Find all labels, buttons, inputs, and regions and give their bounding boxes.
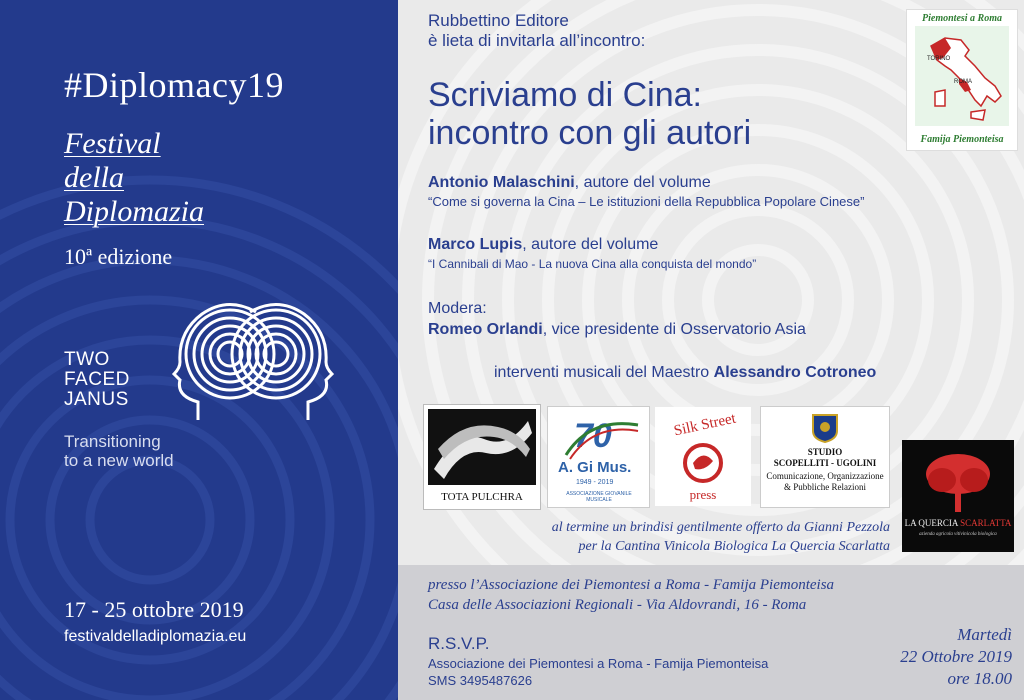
quercia-name-a: LA QUERCIA [904,518,961,528]
transition-line-2: to a new world [64,451,174,470]
red-oak-tree-icon [922,450,994,514]
transition-text [64,432,174,470]
two-faces-logo-icon [168,292,338,442]
tota-pulchra-logo [423,404,541,510]
agimus-logo [547,406,650,508]
venue-line-2: Casa delle Associazioni Regionali - Via Aldovrandi, 16 - Roma [428,597,807,613]
event-title [428,76,751,152]
quercia-subtitle: azienda agricola vitivinicola biologica [919,532,997,537]
festival-name [64,127,204,229]
rsvp-details [428,655,768,689]
rsvp-organization: Associazione dei Piemontesi a Roma - Famija Piemonteisa [428,656,769,671]
studio-name [761,447,889,469]
silk-street-name: Silk Street [672,410,738,440]
event-title-line-1: Scriviamo di Cina: [428,76,702,114]
event-date-text: 22 Ottobre 2019 [900,647,1012,666]
author-1-book: “Come si governa la Cina – Le istituzioni della Repubblica Popolare Cinese” [428,194,865,209]
dragon-icon [681,441,725,485]
agimus-number: 70 [574,417,612,455]
brindisi-note [470,518,890,556]
brindisi-line-2: per la Cantina Vinicola Biologica La Quercia Scarlatta [578,539,890,554]
studio-logo [760,406,890,508]
moderator-section [428,298,806,340]
studio-line-2: SCOPELLITI - UGOLINI [773,458,877,468]
agimus-subtitle: ASSOCIAZIONE GIOVANILE MUSICALE [566,491,632,503]
brindisi-line-1: al termine un brindisi gentilmente offerto da Gianni Pezzola [551,520,890,535]
author-2-role: , autore del volume [522,236,659,253]
silk-street-press: press [689,487,717,502]
rsvp-sms: SMS 3495487626 [428,673,533,688]
quercia-name [902,518,1014,528]
invite-header [428,11,645,51]
venue-address [428,575,834,615]
agimus-years: 1949 - 2019 [576,479,614,486]
agimus-name: A. Gi Mus. [558,459,632,476]
festival-line-2: della [64,161,124,194]
author-1-name: Antonio Malaschini [428,174,575,191]
studio-line-4: & Pubbliche Relazioni [784,482,866,492]
rsvp-label: R.S.V.P. [428,634,490,653]
hands-artwork-icon [428,409,536,485]
janus-line-3: JANUS [64,389,129,410]
quercia-scarlatta-logo [902,440,1014,552]
silk-street-logo [655,407,751,506]
transition-line-1: Transitioning [64,432,161,451]
janus-line-1: TWO [64,349,110,370]
event-title-line-2: incontro con gli autori [428,114,752,152]
italy-map-icon [915,26,1009,126]
music-prefix: interventi musicali del Maestro [494,364,714,381]
venue-line-1: presso l’Associazione dei Piemontesi a Roma - Famija Piemonteisa [428,577,835,593]
author-2-book: “I Cannibali di Mao - La nuova Cina alla conquista del mondo” [428,257,757,271]
map-label-torino: TORINO [927,56,951,62]
publisher-name: Rubbettino Editore [428,11,569,30]
moderator-name: Romeo Orlandi [428,321,543,338]
festival-line-3: Diplomazia [64,195,205,228]
festival-line-1: Festival [64,127,161,160]
hashtag-title: #Diplomacy19 [64,65,284,105]
studio-tagline [761,471,889,493]
quercia-name-b: SCARLATTA [960,518,1012,528]
janus-line-2: FACED [64,369,130,390]
agimus-swoosh-icon [560,415,640,461]
map-label-roma: ROMA [954,79,972,85]
invite-line: è lieta di invitarla all’incontro: [428,31,646,50]
music-line [494,364,876,382]
studio-line-1: STUDIO [807,447,843,457]
event-date [840,624,1012,690]
event-day: Martedì [957,625,1012,644]
piemontesi-logo-bottom: Famija Piemonteisa [920,134,1004,145]
janus-text [64,350,130,410]
edition-label: 10ª edizione [64,244,173,269]
festival-panel [0,0,398,700]
piemontesi-logo [906,9,1018,151]
author-1 [428,173,864,211]
festival-website: festivaldelladiplomazia.eu [64,628,247,645]
music-artist: Alessandro Cotroneo [713,364,877,381]
moderator-label: Modera: [428,300,487,317]
piemontesi-logo-top: Piemontesi a Roma [922,13,1002,24]
event-time: ore 18.00 [947,669,1012,688]
author-2 [428,235,756,273]
studio-line-3: Comunicazione, Organizzazione [766,471,884,481]
coat-of-arms-icon [811,413,839,443]
tota-pulchra-text: TOTA PULCHRA [441,491,523,503]
author-2-name: Marco Lupis [428,236,523,253]
festival-dates: 17 - 25 ottobre 2019 [64,597,244,622]
moderator-role: , vice presidente di Osservatorio Asia [542,321,806,338]
author-1-role: , autore del volume [574,174,711,191]
